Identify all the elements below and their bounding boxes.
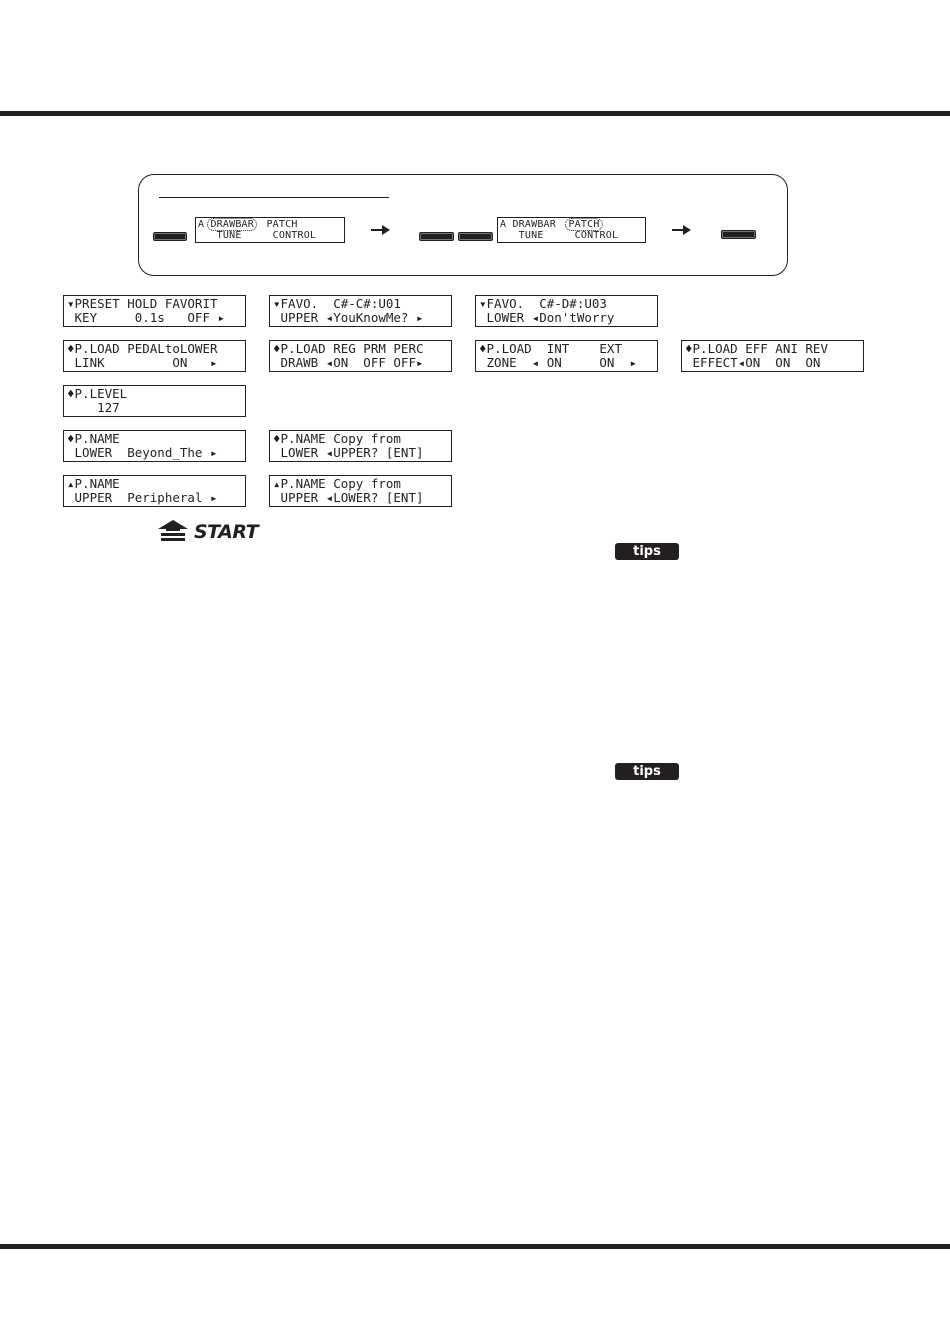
lcd-line1: ♦P.LEVEL [67, 386, 128, 401]
lcd-line1: ♦P.NAME Copy from [273, 431, 401, 446]
lcd-line2: DRAWB ◂ON OFF OFF▸ [273, 355, 424, 370]
lcd-screen [269, 295, 452, 327]
lcd-line2: LOWER Beyond_The ▸ [67, 445, 218, 460]
lcd-line2: LOWER ◂Don'tWorry [479, 310, 615, 325]
tips-badge: tips [615, 543, 679, 560]
lcd-line1: ♦P.LOAD EFF ANI REV [685, 341, 828, 356]
arrow-right-icon [371, 223, 391, 237]
panel-button-1[interactable] [153, 232, 187, 241]
mode-display-patch [497, 217, 646, 243]
lcd-line1: ▴P.NAME Copy from [273, 476, 401, 491]
lcd-line1: ▾FAVO. C#-D#:U03 [479, 296, 607, 311]
lcd-screen [269, 475, 452, 507]
control-panel-diagram [138, 174, 788, 276]
top-rule [0, 111, 950, 116]
lcd-screen [63, 385, 246, 417]
start-label: START [194, 521, 259, 543]
lcd-line2: UPPER Peripheral ▸ [67, 490, 218, 505]
lcd-line1: ♦P.LOAD PEDALtoLOWER [67, 341, 218, 356]
lcd-line2: EFFECT◂ON ON ON [685, 355, 821, 370]
lcd-line1: ♦P.LOAD INT EXT [479, 341, 622, 356]
lcd-line1: ♦P.NAME [67, 431, 120, 446]
lcd-line2: LINK ON ▸ [67, 355, 218, 370]
drawbar-highlight: DRAWBAR [207, 218, 257, 231]
panel-button-3[interactable] [458, 232, 493, 241]
mode-display-b-line1: A DRAWBAR PATCH [500, 219, 600, 230]
arrow-right-icon [672, 223, 692, 237]
mode-display-a-line2: TUNE CONTROL [198, 230, 317, 241]
lcd-line1: ♦P.LOAD REG PRM PERC [273, 341, 424, 356]
mode-display-b-line2: TUNE CONTROL [500, 230, 619, 241]
lcd-screen [475, 295, 658, 327]
lcd-line2: KEY 0.1s OFF ▸ [67, 310, 226, 325]
lcd-line2: LOWER ◂UPPER? [ENT] [273, 445, 424, 460]
lcd-line1: ▾PRESET HOLD FAVORIT [67, 296, 218, 311]
tips-badge: tips [615, 763, 679, 780]
panel-button-2[interactable] [419, 232, 454, 241]
lcd-screen [63, 340, 246, 372]
mode-display-drawbar [195, 217, 345, 243]
lcd-line1: ▴P.NAME [67, 476, 120, 491]
lcd-line2: UPPER ◂LOWER? [ENT] [273, 490, 424, 505]
patch-highlight: PATCH [565, 218, 602, 231]
start-up-arrow-icon [158, 520, 188, 544]
lcd-screen [63, 430, 246, 462]
lcd-screen [269, 340, 452, 372]
lcd-screen [269, 430, 452, 462]
lcd-screen [63, 475, 246, 507]
lcd-line1: ▾FAVO. C#-C#:U01 [273, 296, 401, 311]
mode-display-a-line1: A DRAWBAR PATCH [198, 219, 298, 230]
lcd-line2: ZONE ◂ ON ON ▸ [479, 355, 638, 370]
bottom-rule [0, 1244, 950, 1249]
lcd-screen [63, 295, 246, 327]
lcd-line2: 127 [67, 400, 120, 415]
lcd-screen [475, 340, 658, 372]
lcd-line2: UPPER ◂YouKnowMe? ▸ [273, 310, 424, 325]
panel-button-4[interactable] [721, 230, 756, 239]
panel-heading-line [159, 197, 389, 198]
lcd-screen [681, 340, 864, 372]
